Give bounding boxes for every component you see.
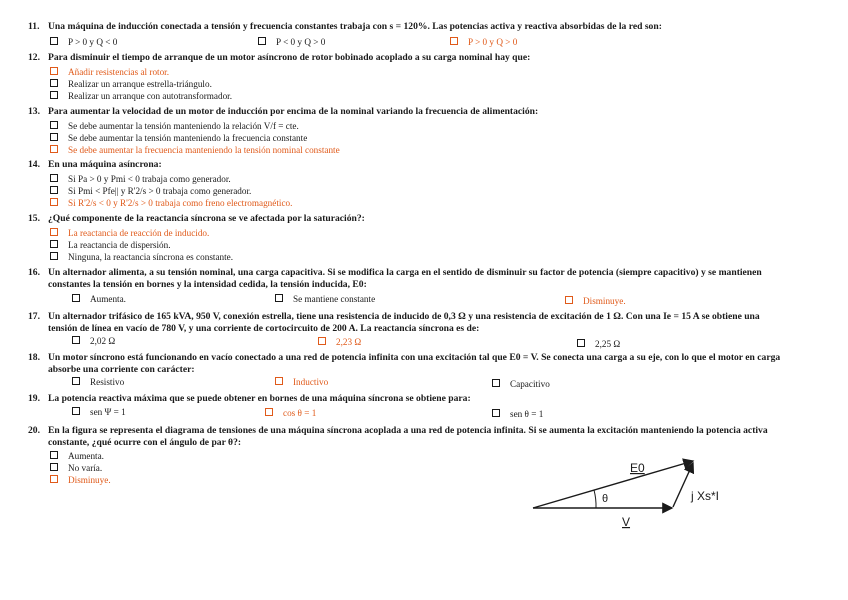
question-text: Un alternador alimenta, a su tensión nominal, una carga capacitiva. Si se modifica la carga en el sentido de disminuir su factor de potencia (siempre capacitivo) y se mantienen xyxy=(48,267,762,278)
option-16a[interactable]: Aumenta. xyxy=(72,294,126,305)
option-12c[interactable]: Realizar un arranque con autotransformador. xyxy=(50,91,232,102)
checkbox-icon[interactable] xyxy=(50,79,58,87)
option-15b[interactable]: La reactancia de dispersión. xyxy=(50,240,171,251)
question-text: En una máquina asíncrona: xyxy=(48,159,162,170)
checkbox-icon[interactable] xyxy=(565,296,573,304)
jxs-i-phasor xyxy=(673,463,693,507)
checkbox-icon[interactable] xyxy=(50,198,58,206)
checkbox-icon[interactable] xyxy=(265,408,273,416)
checkbox-icon[interactable] xyxy=(50,240,58,248)
option-20b[interactable]: No varía. xyxy=(50,463,102,474)
checkbox-icon[interactable] xyxy=(275,294,283,302)
question-text: Para aumentar la velocidad de un motor de inducción por encima de la nominal variando la frecuencia de alimentación: xyxy=(48,106,539,117)
option-12a[interactable]: Añadir resistencias al rotor. xyxy=(50,67,169,78)
question-number: 15. xyxy=(28,213,40,224)
checkbox-icon[interactable] xyxy=(50,37,58,45)
question-number: 18. xyxy=(28,352,40,363)
option-18c[interactable]: Capacitivo xyxy=(492,379,550,390)
option-17b[interactable]: 2,23 Ω xyxy=(318,337,361,348)
option-19b[interactable]: cos θ = 1 xyxy=(265,408,316,419)
question-19 xyxy=(28,393,828,405)
option-12b[interactable]: Realizar un arranque estrella-triángulo. xyxy=(50,79,212,90)
question-20 xyxy=(28,425,828,437)
v-label: V xyxy=(622,515,631,529)
checkbox-icon[interactable] xyxy=(50,145,58,153)
checkbox-icon[interactable] xyxy=(50,451,58,459)
option-20c[interactable]: Disminuye. xyxy=(50,475,111,486)
checkbox-icon[interactable] xyxy=(492,409,500,417)
checkbox-icon[interactable] xyxy=(50,228,58,236)
option-14a[interactable]: Si Pa > 0 y Pmi < 0 trabaja como generador. xyxy=(50,174,231,185)
question-number: 14. xyxy=(28,159,40,170)
question-20-continuation: constante, ¿qué ocurre con el ángulo de par θ?: xyxy=(48,437,242,448)
option-13a[interactable]: Se debe aumentar la tensión manteniendo la relación V/f = cte. xyxy=(50,121,299,132)
question-number: 11. xyxy=(28,21,40,32)
question-16-continuation: constantes la tensión en bornes y la intensidad cedida, la tensión inducida, E0: xyxy=(48,279,367,290)
checkbox-icon[interactable] xyxy=(50,252,58,260)
option-19a[interactable]: sen Ψ = 1 xyxy=(72,407,126,418)
checkbox-icon[interactable] xyxy=(50,174,58,182)
question-text: Un motor síncrono está funcionando en vacío conectado a una red de potencia infinita con una excitación tal que E0 = V. Se conecta una carga a su eje, con lo que el motor en carga xyxy=(48,352,781,363)
question-text: ¿Qué componente de la reactancia síncrona se ve afectada por la saturación?: xyxy=(48,213,365,224)
checkbox-icon[interactable] xyxy=(258,37,266,45)
question-17-continuation: tensión de línea en vacío de 780 V, y una corriente de cortocircuito de 200 A. La reactancia síncrona es de: xyxy=(48,323,480,334)
checkbox-icon[interactable] xyxy=(50,475,58,483)
question-16 xyxy=(28,267,828,279)
question-17 xyxy=(28,311,828,323)
question-number: 17. xyxy=(28,311,40,322)
checkbox-icon[interactable] xyxy=(577,339,585,347)
e0-phasor xyxy=(533,461,693,508)
option-18a[interactable]: Resistivo xyxy=(72,377,124,388)
option-18b[interactable]: Inductivo xyxy=(275,377,328,388)
question-11 xyxy=(28,21,828,33)
checkbox-icon[interactable] xyxy=(492,379,500,387)
question-13 xyxy=(28,106,828,118)
checkbox-icon[interactable] xyxy=(275,377,283,385)
question-12 xyxy=(28,52,828,64)
checkbox-icon[interactable] xyxy=(450,37,458,45)
option-17c[interactable]: 2,25 Ω xyxy=(577,339,620,350)
question-number: 13. xyxy=(28,106,40,117)
question-15 xyxy=(28,213,828,225)
option-13b[interactable]: Se debe aumentar la tensión manteniendo la frecuencia constante xyxy=(50,133,307,144)
option-14c[interactable]: Si R'2/s < 0 y R'2/s > 0 trabaja como freno electromagnético. xyxy=(50,198,292,209)
e0-label: E0 xyxy=(630,461,645,475)
checkbox-icon[interactable] xyxy=(72,336,80,344)
question-number: 12. xyxy=(28,52,40,63)
option-11b[interactable]: P < 0 y Q > 0 xyxy=(258,37,325,48)
question-text: Para disminuir el tiempo de arranque de un motor asíncrono de rotor bobinado acoplado a su carga nominal hay que: xyxy=(48,52,531,63)
checkbox-icon[interactable] xyxy=(50,186,58,194)
option-13c[interactable]: Se debe aumentar la frecuencia manteniendo la tensión nominal constante xyxy=(50,145,340,156)
question-text: Una máquina de inducción conectada a tensión y frecuencia constantes trabaja con s = 120%. Las potencias activa y reactiva absorbidas de la red son: xyxy=(48,21,662,32)
phasor-diagram xyxy=(525,455,745,535)
question-number: 16. xyxy=(28,267,40,278)
theta-label: θ xyxy=(602,493,609,505)
option-19c[interactable]: sen θ = 1 xyxy=(492,409,543,420)
checkbox-icon[interactable] xyxy=(50,133,58,141)
question-18-continuation: absorbe una corriente con carácter: xyxy=(48,364,195,375)
option-17a[interactable]: 2,02 Ω xyxy=(72,336,115,347)
option-11a[interactable]: P > 0 y Q < 0 xyxy=(50,37,117,48)
question-number: 20. xyxy=(28,425,40,436)
checkbox-icon[interactable] xyxy=(72,294,80,302)
checkbox-icon[interactable] xyxy=(50,91,58,99)
option-14b[interactable]: Si Pmi < Pfe|| y R'2/s > 0 trabaja como generador. xyxy=(50,186,251,197)
checkbox-icon[interactable] xyxy=(72,407,80,415)
option-20a[interactable]: Aumenta. xyxy=(50,451,104,462)
question-text: En la figura se representa el diagrama de tensiones de una máquina síncrona acoplada a una red de potencia infinita. Si se aumenta la excitación manteniendo la potencia activa xyxy=(48,425,768,436)
checkbox-icon[interactable] xyxy=(318,337,326,345)
question-text: Un alternador trifásico de 165 kVA, 950 V, conexión estrella, tiene una resistencia de inducido de 0,3 Ω y una resistencia de excitación de 1 Ω. Con una Ie = 15 A se obtiene una xyxy=(48,311,760,322)
question-18 xyxy=(28,352,828,364)
option-15a[interactable]: La reactancia de reacción de inducido. xyxy=(50,228,209,239)
option-15c[interactable]: Ninguna, la reactancia síncrona es constante. xyxy=(50,252,233,263)
question-number: 19. xyxy=(28,393,40,404)
checkbox-icon[interactable] xyxy=(50,121,58,129)
checkbox-icon[interactable] xyxy=(50,67,58,75)
theta-arc xyxy=(594,490,596,508)
jxs-i-label: j Xs*I xyxy=(691,489,720,503)
checkbox-icon[interactable] xyxy=(72,377,80,385)
option-11c[interactable]: P > 0 y Q > 0 xyxy=(450,37,517,48)
checkbox-icon[interactable] xyxy=(50,463,58,471)
option-16c[interactable]: Disminuye. xyxy=(565,296,626,307)
option-16b[interactable]: Se mantiene constante xyxy=(275,294,375,305)
question-14 xyxy=(28,159,828,171)
question-text: La potencia reactiva máxima que se puede obtener en bornes de una máquina síncrona se obtiene para: xyxy=(48,393,471,404)
